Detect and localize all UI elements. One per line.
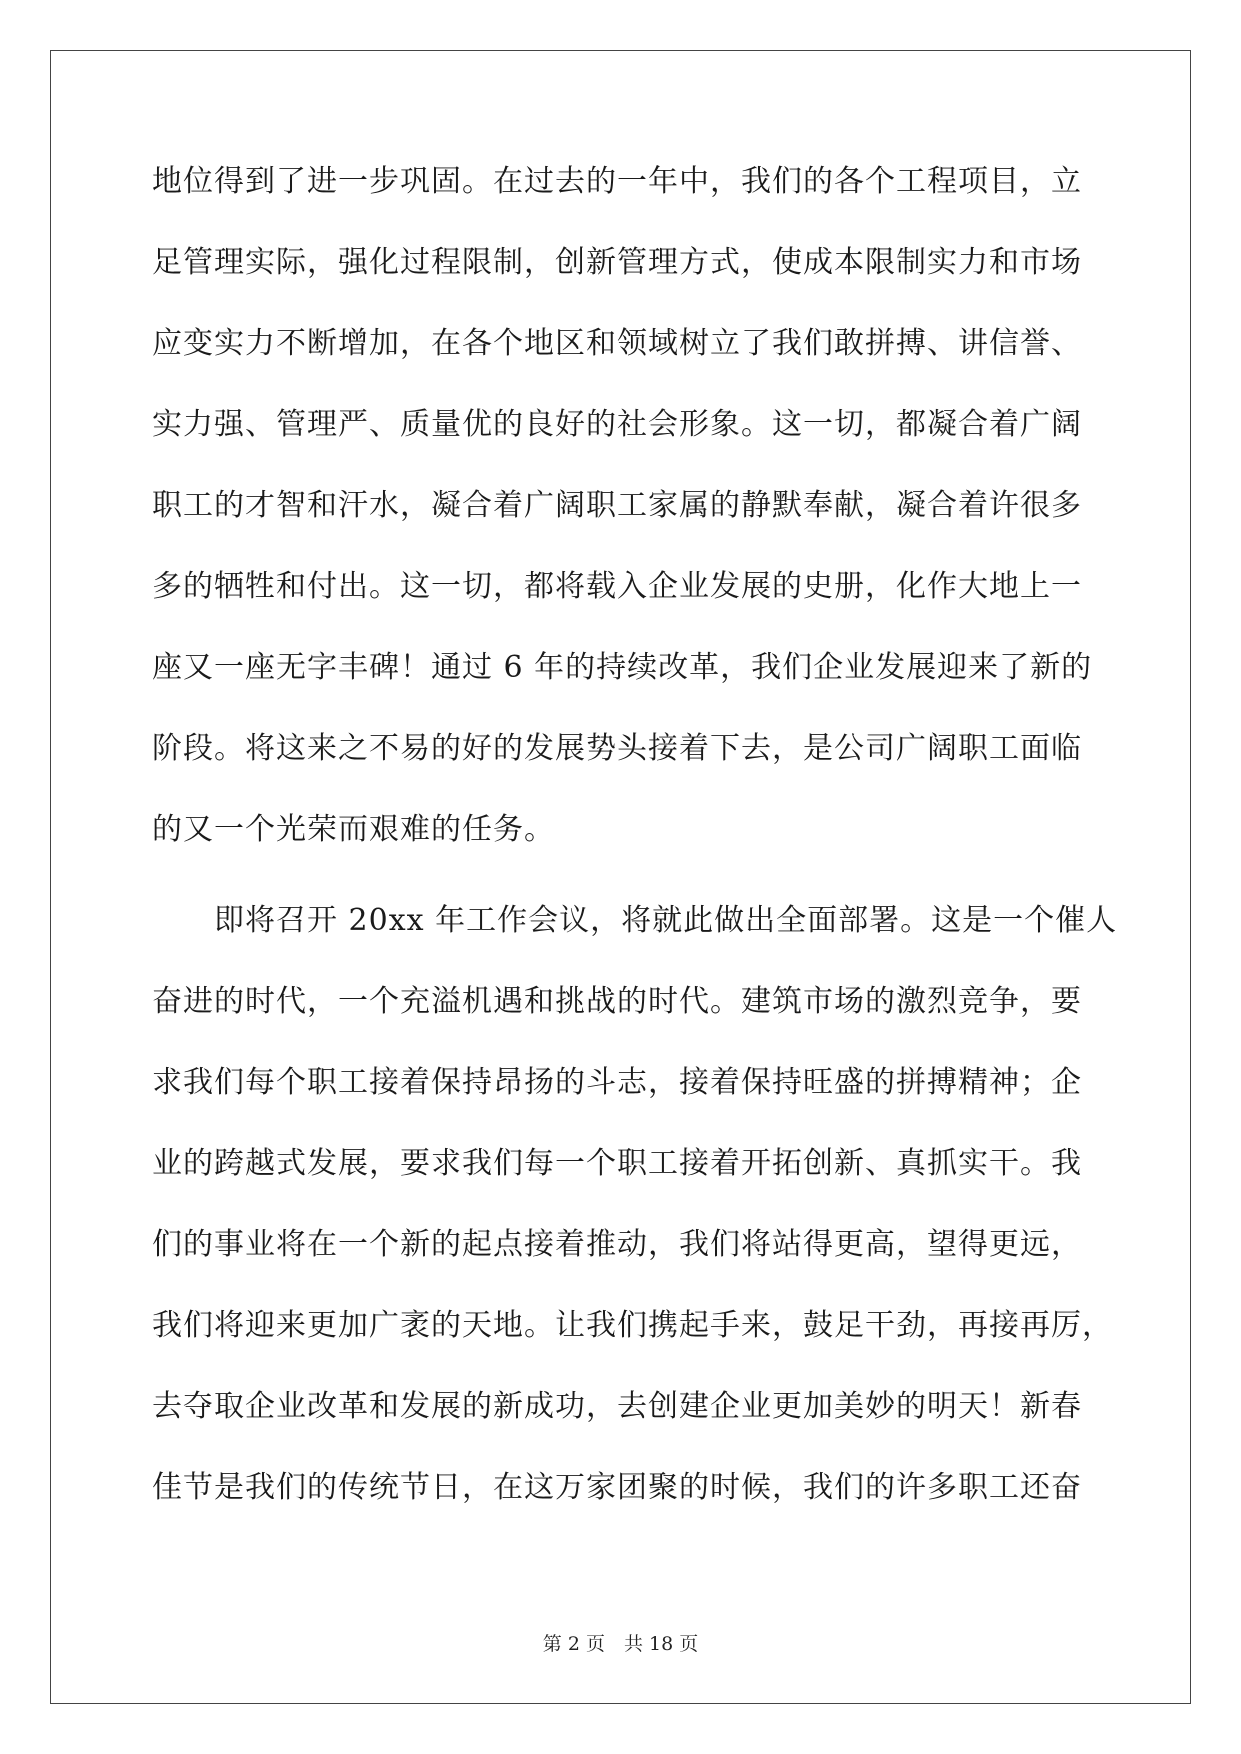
text-line: 佳节是我们的传统节日，在这万家团聚的时候，我们的许多职工还奋 bbox=[152, 1470, 1082, 1505]
paragraph-2 bbox=[152, 903, 1118, 1552]
text-line: 们的事业将在一个新的起点接着推动，我们将站得更高，望得更远， bbox=[152, 1227, 1082, 1262]
text-line: 我们将迎来更加广袤的天地。让我们携起手来，鼓足干劲，再接再厉， bbox=[152, 1308, 1113, 1343]
text-line: 即将召开 20xx 年工作会议，将就此做出全面部署。这是一个催人 bbox=[152, 903, 1118, 938]
text-line: 求我们每个职工接着保持昂扬的斗志，接着保持旺盛的拼搏精神；企 bbox=[152, 1065, 1082, 1100]
page-number-footer: 第 2 页 共 18 页 bbox=[542, 1633, 699, 1655]
text-line: 实力强、管理严、质量优的良好的社会形象。这一切，都凝合着广阔 bbox=[152, 407, 1082, 442]
text-line: 应变实力不断增加，在各个地区和领域树立了我们敢拼搏、讲信誉、 bbox=[152, 326, 1082, 361]
paragraph-1 bbox=[152, 165, 1092, 894]
text-line: 座又一座无字丰碑！通过 6 年的持续改革，我们企业发展迎来了新的 bbox=[152, 650, 1093, 685]
text-line: 足管理实际，强化过程限制，创新管理方式，使成本限制实力和市场 bbox=[152, 245, 1082, 280]
text-line: 职工的才智和汗水，凝合着广阔职工家属的静默奉献，凝合着许很多 bbox=[152, 488, 1082, 523]
text-line: 去夺取企业改革和发展的新成功，去创建企业更加美妙的明天！新春 bbox=[152, 1389, 1082, 1424]
document-body bbox=[152, 164, 1118, 1552]
text-line: 奋进的时代，一个充溢机遇和挑战的时代。建筑市场的激烈竞争，要 bbox=[152, 984, 1082, 1019]
text-line: 业的跨越式发展，要求我们每一个职工接着开拓创新、真抓实干。我 bbox=[152, 1146, 1082, 1181]
text-line: 地位得到了进一步巩固。在过去的一年中，我们的各个工程项目，立 bbox=[152, 164, 1082, 199]
text-line: 的又一个光荣而艰难的任务。 bbox=[152, 812, 555, 847]
text-line: 阶段。将这来之不易的好的发展势头接着下去，是公司广阔职工面临 bbox=[152, 731, 1082, 766]
text-line: 多的牺牲和付出。这一切，都将载入企业发展的史册，化作大地上一 bbox=[152, 569, 1082, 604]
